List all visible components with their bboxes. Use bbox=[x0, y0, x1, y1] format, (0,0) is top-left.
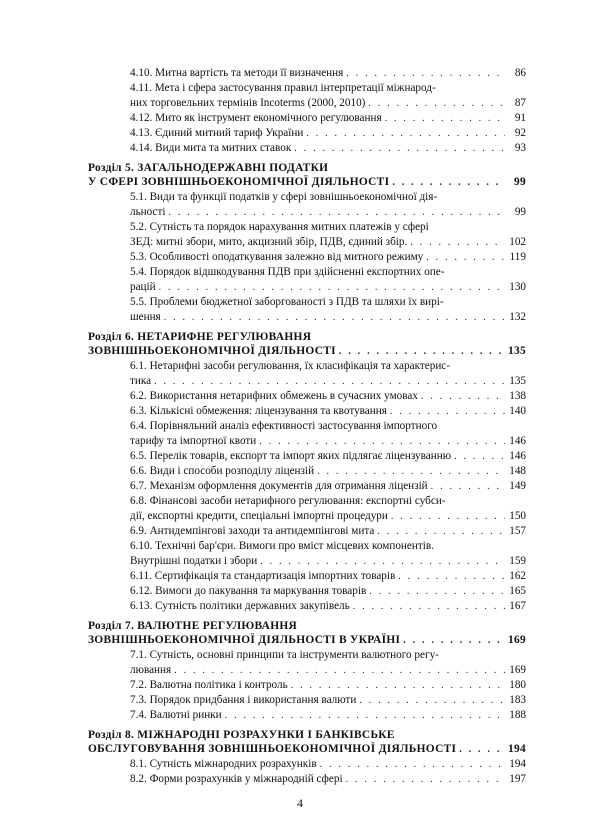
toc-entry-page: 169 bbox=[508, 634, 526, 646]
toc-entry-title: 6.4. Порівняльний аналіз ефективності застосування імпортного bbox=[130, 420, 438, 432]
toc-entry bbox=[130, 584, 526, 598]
toc-entry bbox=[130, 250, 526, 264]
toc-entry-page: 135 bbox=[509, 375, 526, 387]
toc-entry bbox=[130, 772, 526, 786]
toc-entry bbox=[130, 434, 526, 448]
toc-entry bbox=[130, 599, 526, 613]
toc-entry-page: 197 bbox=[509, 773, 526, 785]
toc-entry bbox=[130, 81, 526, 95]
section-title: Розділ 8. МІЖНАРОДНІ РОЗРАХУНКИ І БАНКІВСЬКЕ bbox=[88, 729, 395, 741]
toc-entry bbox=[130, 374, 526, 388]
toc-entry-title: 4.10. Митна вартість та методи її визначення bbox=[130, 67, 344, 79]
toc-entry bbox=[130, 569, 526, 583]
toc-entry-title: 7.1. Сутність, основні принципи та інструменти валютного регу- bbox=[130, 649, 439, 661]
page-number: 4 bbox=[297, 796, 303, 810]
toc-entry-title: 6.8. Фінансові засоби нетарифного регулювання: експортні субси- bbox=[130, 495, 446, 507]
toc-entry-title: лювання bbox=[130, 664, 172, 676]
toc-entry-page: 91 bbox=[514, 112, 526, 124]
toc-entry-page: 87 bbox=[514, 97, 526, 109]
toc-entry-page: 148 bbox=[509, 465, 526, 477]
toc-entry-page: 99 bbox=[514, 176, 526, 188]
toc-entry-title: 6.2. Використання нетарифних обмежень в сучасних умовах bbox=[130, 390, 418, 402]
toc-section-heading bbox=[88, 728, 526, 742]
toc-entry bbox=[130, 96, 526, 110]
toc-entry bbox=[130, 141, 526, 155]
toc-entry-page: 188 bbox=[509, 709, 526, 721]
toc-entry bbox=[130, 464, 526, 478]
toc-entry-page: 194 bbox=[508, 743, 526, 755]
toc-entry-title: рацій bbox=[130, 281, 156, 293]
toc-entry-page: 149 bbox=[509, 480, 526, 492]
toc-entry bbox=[130, 220, 526, 234]
toc-entry-title: тарифу та імпортної квоти bbox=[130, 435, 257, 447]
toc-entry bbox=[130, 295, 526, 309]
toc-entry bbox=[130, 265, 526, 279]
toc-entry bbox=[130, 190, 526, 204]
toc-entry-title: 5.4. Порядок відшкодування ПДВ при здійсненні експортних опе- bbox=[130, 266, 445, 278]
toc-entry bbox=[130, 648, 526, 662]
toc-entry-title: 7.2. Валютна політика і контроль bbox=[130, 679, 288, 691]
toc-entry bbox=[130, 419, 526, 433]
toc-entry-title: 8.2. Форми розрахунків у міжнародній сфері bbox=[130, 773, 343, 785]
toc-entry bbox=[130, 524, 526, 538]
toc-entry-title: 6.10. Технічні бар'єри. Вимоги про вміст місцевих компонентів. bbox=[130, 540, 434, 552]
toc-entry bbox=[130, 126, 526, 140]
toc-entry-title: 6.12. Вимоги до пакування та маркування товарів bbox=[130, 585, 367, 597]
toc-entry-page: 99 bbox=[514, 206, 526, 218]
toc-entry-page: 180 bbox=[509, 679, 526, 691]
toc-entry-title: 6.11. Сертифікація та стандартизація імпортних товарів bbox=[130, 570, 396, 582]
toc-entry bbox=[130, 678, 526, 692]
toc-entry-page: 165 bbox=[509, 585, 526, 597]
section-title: Розділ 7. ВАЛЮТНЕ РЕГУЛЮВАННЯ bbox=[88, 620, 298, 632]
toc-section-heading bbox=[88, 633, 526, 647]
section-title: Розділ 6. НЕТАРИФНЕ РЕГУЛЮВАННЯ bbox=[88, 331, 312, 343]
toc-section-heading bbox=[88, 619, 526, 633]
toc-entry-title: 4.11. Мета і сфера застосування правил інтерпретації міжнарод- bbox=[130, 82, 436, 94]
toc-entry bbox=[130, 404, 526, 418]
toc-entry-title: 5.3. Особливості оподаткування залежно від митного режиму bbox=[130, 251, 424, 263]
toc-entry-title: 6.3. Кількісні обмеження: ліцензування та квотування bbox=[130, 405, 387, 417]
toc-entry bbox=[130, 539, 526, 553]
section-title: Розділ 5. ЗАГАЛЬНОДЕРЖАВНІ ПОДАТКИ bbox=[88, 162, 329, 174]
toc-entry-title: дії, експортні кредити, спеціальні імпортні процедури bbox=[130, 510, 388, 522]
toc-section-heading bbox=[88, 330, 526, 344]
toc-entry bbox=[130, 494, 526, 508]
toc-entry bbox=[130, 66, 526, 80]
toc-entry-title: 4.12. Мито як інструмент економічного регулювання bbox=[130, 112, 382, 124]
toc-entry-page: 119 bbox=[509, 251, 526, 263]
toc-entry-page: 162 bbox=[509, 570, 526, 582]
toc-entry-title: льності bbox=[130, 206, 166, 218]
section-title: ЗОВНІШНЬОЕКОНОМІЧНОЇ ДІЯЛЬНОСТІ В УКРАЇНІ bbox=[88, 634, 401, 646]
toc-entry bbox=[130, 554, 526, 568]
toc-entry-title: них торговельних термінів Incoterms (2000, 2010) bbox=[130, 97, 366, 109]
toc-entry-page: 140 bbox=[509, 405, 526, 417]
toc-section-heading bbox=[88, 175, 526, 189]
toc-entry-title: 8.1. Сутність міжнародних розрахунків bbox=[130, 758, 317, 770]
toc-section-heading bbox=[88, 742, 526, 756]
toc-entry-page: 194 bbox=[509, 758, 526, 770]
toc-entry bbox=[130, 663, 526, 677]
toc-section-heading bbox=[88, 344, 526, 358]
toc-entry-page: 130 bbox=[509, 281, 526, 293]
toc-entry-title: 6.13. Сутність політики державних закупівель bbox=[130, 600, 350, 612]
toc-entry bbox=[130, 205, 526, 219]
toc-entry-page: 169 bbox=[509, 664, 526, 676]
toc-entry-title: 5.5. Проблеми бюджетної заборгованості з ПДВ та шляхи їх вирі- bbox=[130, 296, 444, 308]
toc-entry-page: 138 bbox=[509, 390, 526, 402]
toc-entry-title: 7.4. Валютні ринки bbox=[130, 709, 222, 721]
toc-entry-title: 5.1. Види та функції податків у сфері зовнішньоекономічної дія- bbox=[130, 191, 438, 203]
toc-entry bbox=[130, 235, 526, 249]
toc-entry bbox=[130, 449, 526, 463]
toc-entry-page: 167 bbox=[509, 600, 526, 612]
toc-entry-page: 92 bbox=[514, 127, 526, 139]
toc-entry bbox=[130, 479, 526, 493]
toc-entry-page: 86 bbox=[514, 67, 526, 79]
toc-entry-page: 159 bbox=[509, 555, 526, 567]
toc-entry bbox=[130, 757, 526, 771]
toc-entry bbox=[130, 693, 526, 707]
section-title: ЗОВНІШНЬОЕКОНОМІЧНОЇ ДІЯЛЬНОСТІ bbox=[88, 345, 336, 357]
toc-entry-page: 157 bbox=[509, 525, 526, 537]
toc-entry-title: 7.3. Порядок придбання і використання валюти bbox=[130, 694, 357, 706]
toc-entry bbox=[130, 280, 526, 294]
toc-entry-title: 6.5. Перелік товарів, експорт та імпорт яких підлягає ліцензуванню bbox=[130, 450, 452, 462]
toc-entry-title: 6.1. Нетарифні засоби регулювання, їх класифікація та характерис- bbox=[130, 360, 450, 372]
toc-entry-page: 93 bbox=[514, 142, 526, 154]
toc-entry bbox=[130, 708, 526, 722]
toc-entry bbox=[130, 111, 526, 125]
toc-entry bbox=[130, 509, 526, 523]
toc-entry-title: 6.7. Механізм оформлення документів для отримання ліцензій bbox=[130, 480, 428, 492]
toc-entry-title: 5.2. Сутність та порядок нарахування митних платежів у сфері bbox=[130, 221, 429, 233]
toc-entry bbox=[130, 389, 526, 403]
toc-entry-page: 132 bbox=[509, 311, 526, 323]
toc-entry-title: 4.13. Єдиний митний тариф України bbox=[130, 127, 304, 139]
toc-section-heading bbox=[88, 161, 526, 175]
toc-entry-page: 183 bbox=[509, 694, 526, 706]
toc-entry-title: Внутрішні податки і збори bbox=[130, 555, 258, 567]
toc-entry-page: 146 bbox=[509, 450, 526, 462]
toc-entry-title: ЗЕД: митні збори, мито, акцизний збір, ПДВ, єдиний збір. bbox=[130, 236, 408, 248]
toc-entry-page: 146 bbox=[509, 435, 526, 447]
toc-entry bbox=[130, 310, 526, 324]
toc-entry-title: 6.6. Види і способи розподілу ліцензій bbox=[130, 465, 315, 477]
toc-entry-page: 102 bbox=[509, 236, 526, 248]
toc-entry-title: 6.9. Антидемпінгові заходи та антидемпінгові мита bbox=[130, 525, 375, 537]
section-title: ОБСЛУГОВУВАННЯ ЗОВНІШНЬОЕКОНОМІЧНОЇ ДІЯЛЬНОСТІ bbox=[88, 743, 457, 755]
toc-entry-title: тика bbox=[130, 375, 152, 387]
toc-entry-title: шення bbox=[130, 311, 161, 323]
section-title: У СФЕРІ ЗОВНІШНЬОЕКОНОМІЧНОЇ ДІЯЛЬНОСТІ bbox=[88, 176, 390, 188]
toc-entry-title: 4.14. Види мита та митних ставок bbox=[130, 142, 292, 154]
toc-entry-page: 135 bbox=[508, 345, 526, 357]
toc-entry bbox=[130, 359, 526, 373]
toc-entry-page: 150 bbox=[509, 510, 526, 522]
